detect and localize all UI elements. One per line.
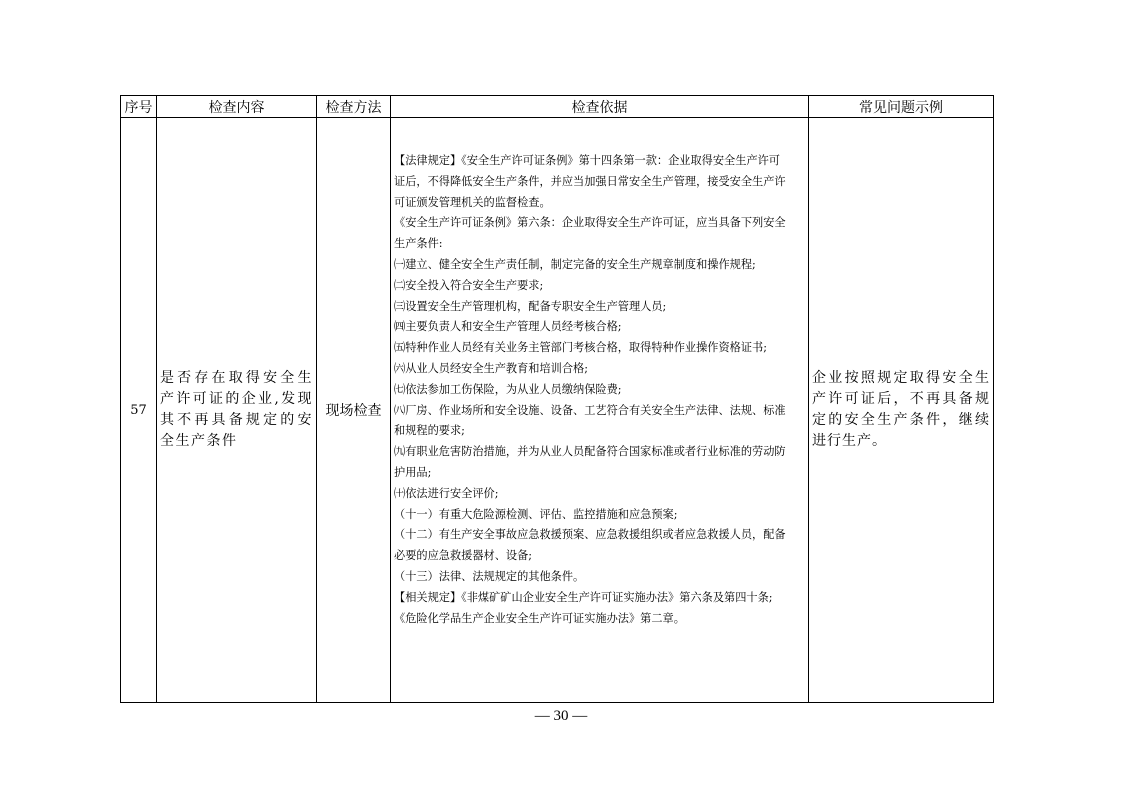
header-inspection-content: 检查内容	[157, 96, 317, 118]
basis-line: 可证颁发管理机关的监督检查。	[394, 195, 551, 209]
basis-line: ㈦依法参加工伤保险，为从业人员缴纳保险费;	[394, 382, 622, 396]
basis-line: ㈩依法进行安全评价;	[394, 486, 499, 500]
cell-inspection-basis	[391, 118, 809, 703]
header-serial-number: 序号	[121, 96, 157, 118]
basis-line: ㈠建立、健全安全生产责任制，制定完备的安全生产规章制度和操作规程;	[394, 257, 756, 271]
basis-line: 【相关规定】《非煤矿矿山企业安全生产许可证实施办法》第六条及第四十条;	[394, 590, 773, 604]
basis-line: ㈢设置安全生产管理机构，配备专职安全生产管理人员;	[394, 299, 667, 313]
table-row	[121, 118, 994, 703]
basis-line: ㈡安全投入符合安全生产要求;	[394, 278, 544, 292]
page-number: — 30 —	[534, 708, 588, 724]
basis-line: ㈨有职业危害防治措施，并为从业人员配备符合国家标准或者行业标准的劳动防	[394, 445, 786, 459]
basis-line: （十一）有重大危险源检测、评估、监控措施和应急预案;	[394, 507, 678, 521]
basis-line: 【法律规定】《安全生产许可证条例》第十四条第一款：企业取得安全生产许可	[394, 154, 780, 167]
basis-line: 和规程的要求;	[394, 424, 465, 438]
cell-inspection-method: 现场检查	[317, 118, 391, 703]
header-common-issues: 常见问题示例	[809, 96, 994, 118]
basis-line: 生产条件:	[394, 237, 443, 251]
basis-line: ㈧厂房、作业场所和安全设施、设备、工艺符合有关安全生产法律、法规、标准	[394, 403, 786, 417]
basis-line: ㈤特种作业人员经有关业务主管部门考核合格，取得特种作业操作资格证书;	[394, 341, 767, 355]
basis-line: 护用品;	[394, 465, 432, 479]
table-header-row	[121, 96, 994, 118]
cell-common-issues: 企业按照规定取得安全生产许可证后，不再具备规定的安全生产条件，继续进行生产。	[809, 118, 994, 703]
basis-line: （十三）法律、法规规定的其他条件。	[394, 569, 585, 583]
basis-line: 《危险化学品生产企业安全生产许可证实施办法》第二章。	[394, 611, 685, 625]
basis-line: （十二）有生产安全事故应急救援预案、应急救援组织或者应急救援人员，配备	[394, 528, 786, 542]
basis-line: 必要的应急救援器材、设备;	[394, 549, 533, 563]
header-inspection-basis: 检查依据	[391, 96, 809, 118]
cell-serial-number: 57	[121, 118, 157, 703]
basis-line: ㈥从业人员经安全生产教育和培训合格;	[394, 361, 588, 375]
inspection-table	[120, 95, 994, 703]
header-inspection-method: 检查方法	[317, 96, 391, 118]
cell-inspection-content: 是否存在取得安全生产许可证的企业,发现其不再具备规定的安全生产条件	[157, 118, 317, 703]
basis-line: 证后，不得降低安全生产条件，并应当加强日常安全生产管理，接受安全生产许	[394, 174, 786, 188]
basis-line: ㈣主要负责人和安全生产管理人员经考核合格;	[394, 320, 622, 334]
basis-line: 《安全生产许可证条例》第六条：企业取得安全生产许可证，应当具备下列安全	[394, 216, 786, 230]
